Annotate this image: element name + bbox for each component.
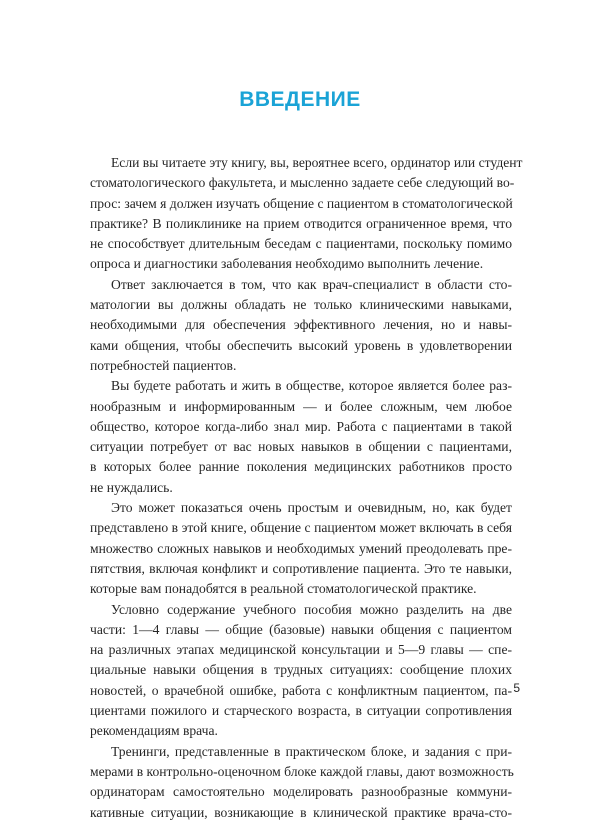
text-line: Вы будете работать и жить в обществе, которое является более раз- <box>111 378 512 394</box>
paragraph <box>90 600 512 742</box>
text-line: Если вы читаете эту книгу, вы, вероятнее всего, ординатор или студент <box>111 155 523 170</box>
text-line: Тренинги, представленные в практическом блоке, и задания с при- <box>111 743 512 759</box>
text-line: матологии вы должны обладать не только клиническими навыками, <box>90 297 512 313</box>
text-line: Условно содержание учебного пособия можно разделить на две <box>111 601 512 617</box>
text-line: Это может показаться очень простым и очевидным, но, как будет <box>111 500 512 516</box>
text-line: кативные ситуации, возникающие в клинической практике врача-сто- <box>90 804 512 820</box>
text-line: циальные навыки общения в трудных ситуациях: сообщение плохих <box>90 662 512 678</box>
chapter-title: ВВЕДЕНИЕ <box>239 88 361 111</box>
text-line: Ответ заключается в том, что как врач-специалист в области сто- <box>111 276 512 292</box>
text-line: ками общения, чтобы обеспечить высокий уровень в удовлетворении <box>90 337 512 353</box>
paragraph <box>90 153 523 275</box>
paragraph <box>90 742 512 823</box>
text-line: опроса и диагностики заболевания необходимо выполнить лечение. <box>90 256 484 272</box>
text-line: ординаторам самостоятельно моделировать разнообразные коммуни- <box>90 784 512 800</box>
text-line: прос: зачем я должен изучать общение с пациентом в стоматологической <box>90 195 513 211</box>
text-line: практике? В поликлинике на прием отводится ограниченное время, что <box>90 215 512 231</box>
text-line: не способствует длительным беседам с пациентами, поскольку помимо <box>90 236 512 252</box>
text-line: ситуации потребует от вас новых навыков в общении с пациентами, <box>90 439 512 455</box>
paragraph <box>90 275 512 376</box>
text-line: необходимыми для обеспечения эффективного лечения, но и навы- <box>90 317 512 333</box>
body-text <box>90 153 523 823</box>
page-number: 5 <box>513 681 520 695</box>
text-line: потребностей пациентов. <box>90 357 237 373</box>
text-line: стоматологического факультета, и мысленно задаете себе следующий во- <box>90 175 515 191</box>
text-line: пятствия, включая конфликт и сопротивление пациента. Это те навыки, <box>90 560 512 576</box>
text-line: нообразным и информированным — и более сложным, чем любое <box>90 398 512 414</box>
text-line: циентами пожилого и старческого возраста, в ситуации сопротивления <box>90 703 512 719</box>
text-line: новостей, о врачебной ошибке, работа с конфликтным пациентом, па- <box>90 682 512 698</box>
text-line: множество сложных навыков и необходимых умений преодолевать пре- <box>90 540 512 556</box>
text-line: части: 1—4 главы — общие (базовые) навыки общения с пациентом <box>90 621 512 637</box>
text-line: в которых более ранние поколения медицинских работников просто <box>90 459 512 475</box>
paragraph <box>90 498 512 599</box>
text-line: не нуждались. <box>90 479 173 495</box>
text-line: мерами в контрольно-оценочном блоке каждой главы, дают возможность <box>90 763 514 779</box>
text-line: которые вам понадобятся в реальной стоматологической практике. <box>90 581 477 597</box>
text-line: общество, которое когда-либо знал мир. Работа с пациентами в такой <box>90 418 512 434</box>
paragraph <box>90 376 512 498</box>
text-line: рекомендациям врача. <box>90 723 218 739</box>
text-line: представлено в этой книге, общение с пациентом может включать в себя <box>90 520 512 536</box>
text-line: на различных этапах медицинской консультации и 5—9 главы — спе- <box>90 642 512 658</box>
